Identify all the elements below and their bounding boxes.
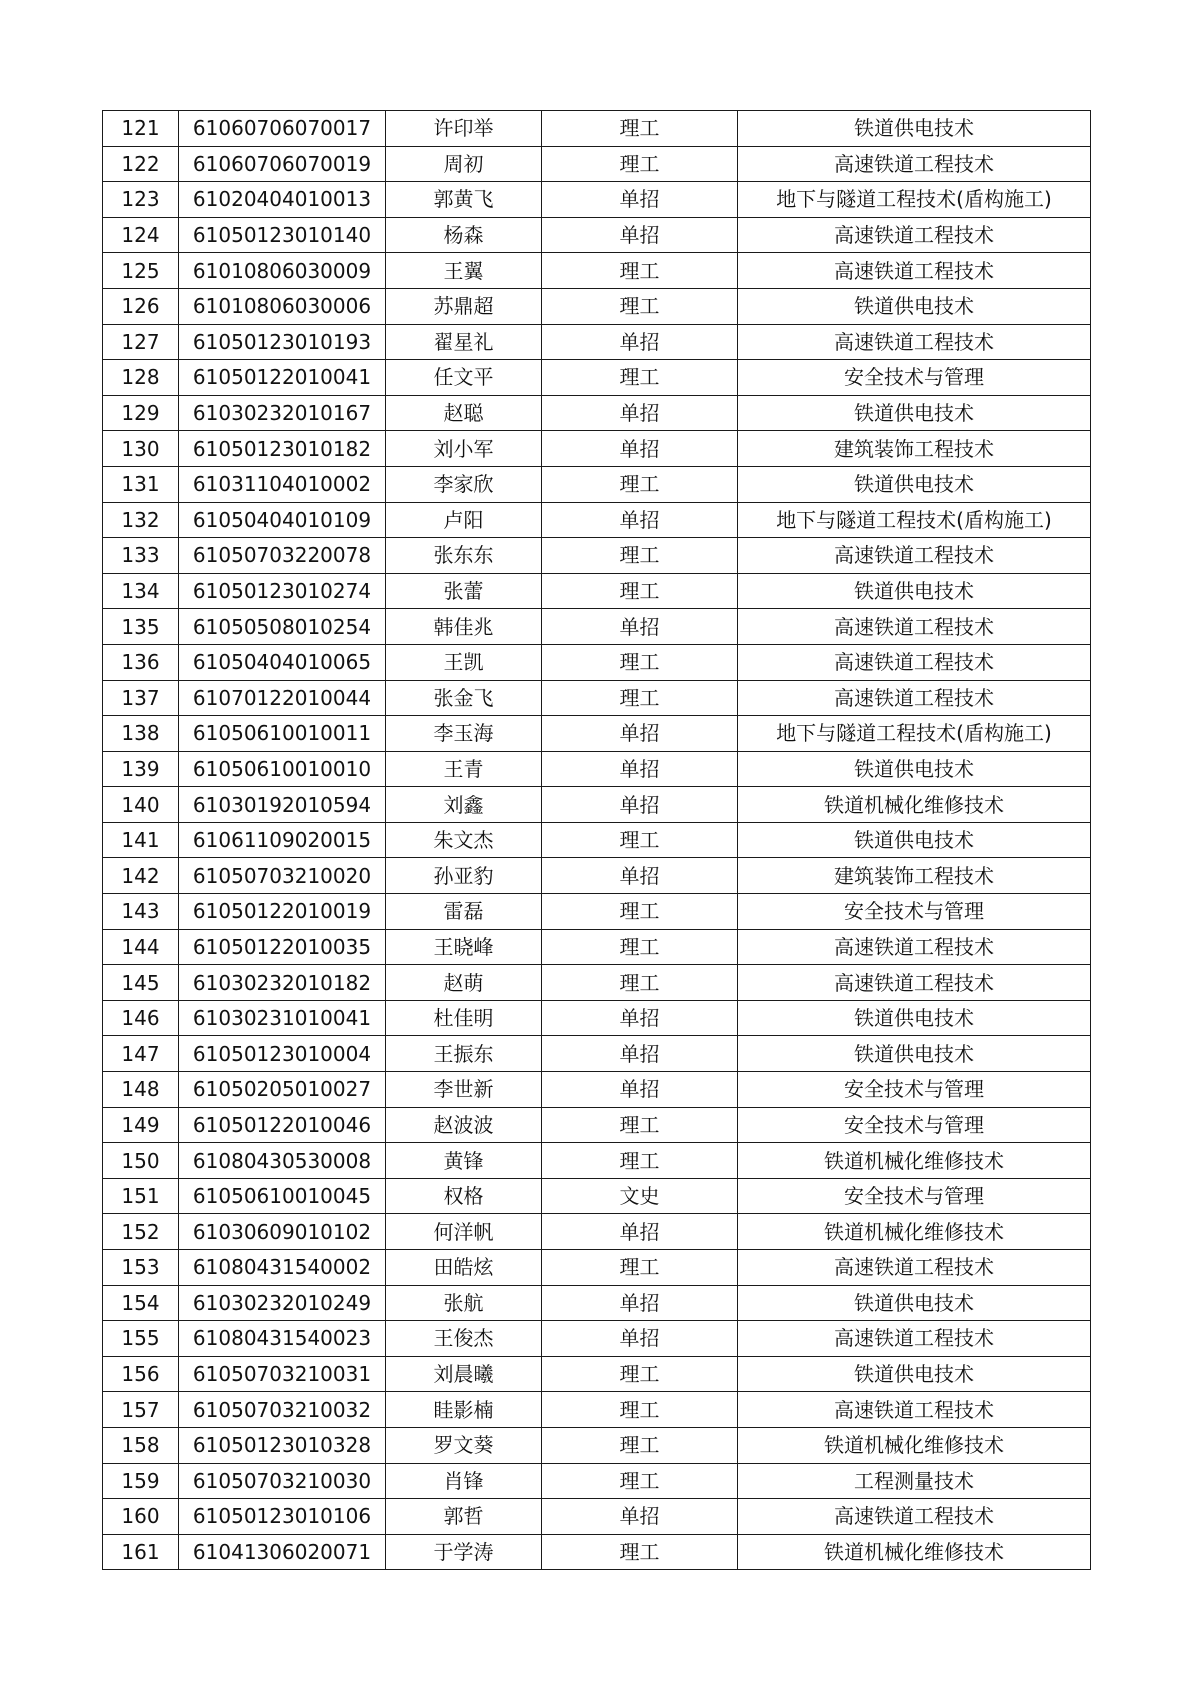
table-row [103, 1463, 1091, 1499]
major-cell: 建筑装饰工程技术 [738, 431, 1091, 467]
major-cell: 高速铁道工程技术 [738, 538, 1091, 574]
exam-id-cell: 61050703210030 [179, 1463, 386, 1499]
exam-id-cell: 61070122010044 [179, 680, 386, 716]
admission-category-cell: 单招 [542, 1499, 738, 1535]
admission-category-cell: 理工 [542, 894, 738, 930]
table-row [103, 1427, 1091, 1463]
exam-id-cell: 61050508010254 [179, 609, 386, 645]
row-number-cell: 141 [103, 822, 179, 858]
admission-category-cell: 理工 [542, 466, 738, 502]
student-name-cell: 于学涛 [386, 1534, 542, 1570]
table-row [103, 929, 1091, 965]
row-number-cell: 125 [103, 253, 179, 289]
major-cell: 高速铁道工程技术 [738, 1321, 1091, 1357]
row-number-cell: 129 [103, 395, 179, 431]
row-number-cell: 136 [103, 644, 179, 680]
table-row [103, 1000, 1091, 1036]
student-name-cell: 朱文杰 [386, 822, 542, 858]
exam-id-cell: 61030232010182 [179, 965, 386, 1001]
row-number-cell: 131 [103, 466, 179, 502]
admission-category-cell: 理工 [542, 1143, 738, 1179]
exam-id-cell: 61050123010140 [179, 217, 386, 253]
row-number-cell: 133 [103, 538, 179, 574]
table-row [103, 538, 1091, 574]
exam-id-cell: 61050404010109 [179, 502, 386, 538]
row-number-cell: 126 [103, 288, 179, 324]
student-name-cell: 王凯 [386, 644, 542, 680]
admission-category-cell: 理工 [542, 1534, 738, 1570]
admission-category-cell: 单招 [542, 1000, 738, 1036]
exam-id-cell: 61050610010011 [179, 716, 386, 752]
student-name-cell: 韩佳兆 [386, 609, 542, 645]
student-name-cell: 刘鑫 [386, 787, 542, 823]
admission-category-cell: 理工 [542, 111, 738, 147]
exam-id-cell: 61080431540002 [179, 1250, 386, 1286]
major-cell: 建筑装饰工程技术 [738, 858, 1091, 894]
student-name-cell: 罗文葵 [386, 1427, 542, 1463]
admission-category-cell: 理工 [542, 288, 738, 324]
major-cell: 高速铁道工程技术 [738, 146, 1091, 182]
exam-id-cell: 61080430530008 [179, 1143, 386, 1179]
student-name-cell: 何洋帆 [386, 1214, 542, 1250]
row-number-cell: 134 [103, 573, 179, 609]
table-row [103, 466, 1091, 502]
major-cell: 铁道供电技术 [738, 1036, 1091, 1072]
table-row [103, 360, 1091, 396]
major-cell: 高速铁道工程技术 [738, 1250, 1091, 1286]
major-cell: 铁道供电技术 [738, 1285, 1091, 1321]
exam-id-cell: 61050703210020 [179, 858, 386, 894]
student-name-cell: 郭黄飞 [386, 182, 542, 218]
major-cell: 铁道机械化维修技术 [738, 1143, 1091, 1179]
major-cell: 安全技术与管理 [738, 1178, 1091, 1214]
table-row [103, 787, 1091, 823]
student-name-cell: 周初 [386, 146, 542, 182]
table-row [103, 1356, 1091, 1392]
row-number-cell: 121 [103, 111, 179, 147]
major-cell: 铁道机械化维修技术 [738, 1214, 1091, 1250]
major-cell: 高速铁道工程技术 [738, 253, 1091, 289]
table-row [103, 146, 1091, 182]
admission-category-cell: 单招 [542, 1036, 738, 1072]
table-row [103, 1285, 1091, 1321]
admission-category-cell: 理工 [542, 929, 738, 965]
exam-id-cell: 61050610010010 [179, 751, 386, 787]
row-number-cell: 159 [103, 1463, 179, 1499]
exam-id-cell: 61050123010182 [179, 431, 386, 467]
major-cell: 高速铁道工程技术 [738, 609, 1091, 645]
table-row [103, 1499, 1091, 1535]
student-name-cell: 李家欣 [386, 466, 542, 502]
row-number-cell: 146 [103, 1000, 179, 1036]
row-number-cell: 158 [103, 1427, 179, 1463]
table-row [103, 1392, 1091, 1428]
admission-category-cell: 单招 [542, 1214, 738, 1250]
admission-category-cell: 理工 [542, 1463, 738, 1499]
table-row [103, 1072, 1091, 1108]
exam-id-cell: 61050123010193 [179, 324, 386, 360]
row-number-cell: 123 [103, 182, 179, 218]
exam-id-cell: 61010806030006 [179, 288, 386, 324]
admission-category-cell: 文史 [542, 1178, 738, 1214]
table-row [103, 1107, 1091, 1143]
table-row [103, 858, 1091, 894]
admission-category-cell: 单招 [542, 182, 738, 218]
major-cell: 高速铁道工程技术 [738, 929, 1091, 965]
row-number-cell: 157 [103, 1392, 179, 1428]
admission-category-cell: 理工 [542, 644, 738, 680]
major-cell: 铁道供电技术 [738, 751, 1091, 787]
student-name-cell: 雷磊 [386, 894, 542, 930]
row-number-cell: 137 [103, 680, 179, 716]
exam-id-cell: 61050123010328 [179, 1427, 386, 1463]
exam-id-cell: 61020404010013 [179, 182, 386, 218]
admission-category-cell: 单招 [542, 217, 738, 253]
major-cell: 铁道供电技术 [738, 111, 1091, 147]
admission-category-cell: 单招 [542, 1285, 738, 1321]
row-number-cell: 161 [103, 1534, 179, 1570]
exam-id-cell: 61030609010102 [179, 1214, 386, 1250]
admission-category-cell: 单招 [542, 609, 738, 645]
exam-id-cell: 61060706070019 [179, 146, 386, 182]
row-number-cell: 128 [103, 360, 179, 396]
exam-id-cell: 61050122010035 [179, 929, 386, 965]
major-cell: 安全技术与管理 [738, 1072, 1091, 1108]
exam-id-cell: 61050123010004 [179, 1036, 386, 1072]
exam-id-cell: 61050122010019 [179, 894, 386, 930]
table-row [103, 1036, 1091, 1072]
exam-id-cell: 61050122010046 [179, 1107, 386, 1143]
student-name-cell: 孙亚豹 [386, 858, 542, 894]
row-number-cell: 144 [103, 929, 179, 965]
table-row [103, 573, 1091, 609]
major-cell: 铁道供电技术 [738, 573, 1091, 609]
table-row [103, 111, 1091, 147]
table-row [103, 716, 1091, 752]
student-name-cell: 权格 [386, 1178, 542, 1214]
student-name-cell: 杜佳明 [386, 1000, 542, 1036]
major-cell: 铁道机械化维修技术 [738, 1427, 1091, 1463]
row-number-cell: 156 [103, 1356, 179, 1392]
table-row [103, 1250, 1091, 1286]
row-number-cell: 127 [103, 324, 179, 360]
student-name-cell: 王振东 [386, 1036, 542, 1072]
row-number-cell: 132 [103, 502, 179, 538]
admission-category-cell: 理工 [542, 822, 738, 858]
major-cell: 高速铁道工程技术 [738, 217, 1091, 253]
row-number-cell: 152 [103, 1214, 179, 1250]
table-row [103, 1143, 1091, 1179]
major-cell: 工程测量技术 [738, 1463, 1091, 1499]
admission-category-cell: 单招 [542, 431, 738, 467]
exam-id-cell: 61050703210031 [179, 1356, 386, 1392]
major-cell: 铁道供电技术 [738, 395, 1091, 431]
student-name-cell: 郭哲 [386, 1499, 542, 1535]
student-name-cell: 任文平 [386, 360, 542, 396]
major-cell: 铁道供电技术 [738, 822, 1091, 858]
student-name-cell: 赵聪 [386, 395, 542, 431]
table-row [103, 182, 1091, 218]
exam-id-cell: 61050610010045 [179, 1178, 386, 1214]
student-name-cell: 王晓峰 [386, 929, 542, 965]
admission-category-cell: 理工 [542, 965, 738, 1001]
table-row [103, 1321, 1091, 1357]
exam-id-cell: 61080431540023 [179, 1321, 386, 1357]
exam-id-cell: 61060706070017 [179, 111, 386, 147]
row-number-cell: 155 [103, 1321, 179, 1357]
table-row [103, 822, 1091, 858]
table-row [103, 502, 1091, 538]
row-number-cell: 135 [103, 609, 179, 645]
student-name-cell: 许印举 [386, 111, 542, 147]
table-row [103, 1178, 1091, 1214]
exam-id-cell: 61030232010167 [179, 395, 386, 431]
major-cell: 高速铁道工程技术 [738, 1499, 1091, 1535]
student-name-cell: 刘晨曦 [386, 1356, 542, 1392]
row-number-cell: 130 [103, 431, 179, 467]
major-cell: 地下与隧道工程技术(盾构施工) [738, 182, 1091, 218]
student-name-cell: 翟星礼 [386, 324, 542, 360]
major-cell: 铁道供电技术 [738, 1356, 1091, 1392]
table-row [103, 644, 1091, 680]
admission-category-cell: 理工 [542, 1107, 738, 1143]
student-name-cell: 王俊杰 [386, 1321, 542, 1357]
exam-id-cell: 61050703220078 [179, 538, 386, 574]
exam-id-cell: 61050404010065 [179, 644, 386, 680]
exam-id-cell: 61050205010027 [179, 1072, 386, 1108]
exam-id-cell: 61061109020015 [179, 822, 386, 858]
major-cell: 安全技术与管理 [738, 360, 1091, 396]
table-row [103, 395, 1091, 431]
major-cell: 铁道供电技术 [738, 466, 1091, 502]
row-number-cell: 142 [103, 858, 179, 894]
row-number-cell: 140 [103, 787, 179, 823]
exam-id-cell: 61041306020071 [179, 1534, 386, 1570]
table-row [103, 288, 1091, 324]
row-number-cell: 151 [103, 1178, 179, 1214]
admission-category-cell: 单招 [542, 716, 738, 752]
row-number-cell: 149 [103, 1107, 179, 1143]
table-row [103, 1534, 1091, 1570]
table-row [103, 431, 1091, 467]
admission-category-cell: 理工 [542, 146, 738, 182]
admission-category-cell: 理工 [542, 1427, 738, 1463]
admission-category-cell: 单招 [542, 858, 738, 894]
row-number-cell: 138 [103, 716, 179, 752]
admission-category-cell: 理工 [542, 253, 738, 289]
admission-category-cell: 理工 [542, 1250, 738, 1286]
student-name-cell: 张航 [386, 1285, 542, 1321]
student-name-cell: 刘小军 [386, 431, 542, 467]
major-cell: 高速铁道工程技术 [738, 324, 1091, 360]
major-cell: 地下与隧道工程技术(盾构施工) [738, 716, 1091, 752]
student-roster-table [102, 110, 1091, 1570]
admission-category-cell: 理工 [542, 1392, 738, 1428]
major-cell: 地下与隧道工程技术(盾构施工) [738, 502, 1091, 538]
admission-category-cell: 理工 [542, 1356, 738, 1392]
table-row [103, 751, 1091, 787]
major-cell: 铁道机械化维修技术 [738, 1534, 1091, 1570]
table-row [103, 965, 1091, 1001]
row-number-cell: 124 [103, 217, 179, 253]
student-name-cell: 黄锋 [386, 1143, 542, 1179]
exam-id-cell: 61030232010249 [179, 1285, 386, 1321]
admission-category-cell: 单招 [542, 395, 738, 431]
student-name-cell: 杨森 [386, 217, 542, 253]
row-number-cell: 154 [103, 1285, 179, 1321]
student-name-cell: 苏鼎超 [386, 288, 542, 324]
student-name-cell: 眭影楠 [386, 1392, 542, 1428]
table-row [103, 324, 1091, 360]
row-number-cell: 143 [103, 894, 179, 930]
row-number-cell: 148 [103, 1072, 179, 1108]
table-row [103, 609, 1091, 645]
exam-id-cell: 61031104010002 [179, 466, 386, 502]
student-name-cell: 张东东 [386, 538, 542, 574]
student-name-cell: 卢阳 [386, 502, 542, 538]
major-cell: 高速铁道工程技术 [738, 1392, 1091, 1428]
admission-category-cell: 单招 [542, 324, 738, 360]
major-cell: 高速铁道工程技术 [738, 965, 1091, 1001]
row-number-cell: 160 [103, 1499, 179, 1535]
student-name-cell: 王翼 [386, 253, 542, 289]
exam-id-cell: 61050703210032 [179, 1392, 386, 1428]
admission-category-cell: 单招 [542, 787, 738, 823]
exam-id-cell: 61010806030009 [179, 253, 386, 289]
table-row [103, 680, 1091, 716]
row-number-cell: 145 [103, 965, 179, 1001]
row-number-cell: 150 [103, 1143, 179, 1179]
student-name-cell: 张金飞 [386, 680, 542, 716]
table-row [103, 1214, 1091, 1250]
exam-id-cell: 61030231010041 [179, 1000, 386, 1036]
student-name-cell: 李玉海 [386, 716, 542, 752]
admission-category-cell: 单招 [542, 1072, 738, 1108]
admission-category-cell: 单招 [542, 751, 738, 787]
exam-id-cell: 61050122010041 [179, 360, 386, 396]
admission-category-cell: 理工 [542, 573, 738, 609]
admission-category-cell: 理工 [542, 680, 738, 716]
student-name-cell: 肖锋 [386, 1463, 542, 1499]
row-number-cell: 153 [103, 1250, 179, 1286]
row-number-cell: 147 [103, 1036, 179, 1072]
major-cell: 铁道供电技术 [738, 1000, 1091, 1036]
major-cell: 安全技术与管理 [738, 894, 1091, 930]
exam-id-cell: 61050123010274 [179, 573, 386, 609]
table-row [103, 217, 1091, 253]
major-cell: 高速铁道工程技术 [738, 680, 1091, 716]
admission-category-cell: 理工 [542, 360, 738, 396]
major-cell: 铁道机械化维修技术 [738, 787, 1091, 823]
admission-category-cell: 单招 [542, 502, 738, 538]
exam-id-cell: 61050123010106 [179, 1499, 386, 1535]
major-cell: 高速铁道工程技术 [738, 644, 1091, 680]
student-name-cell: 张蕾 [386, 573, 542, 609]
admission-category-cell: 理工 [542, 538, 738, 574]
student-name-cell: 赵萌 [386, 965, 542, 1001]
row-number-cell: 139 [103, 751, 179, 787]
student-name-cell: 田皓炫 [386, 1250, 542, 1286]
student-name-cell: 李世新 [386, 1072, 542, 1108]
roster-body [103, 111, 1091, 1570]
admission-category-cell: 单招 [542, 1321, 738, 1357]
table-row [103, 894, 1091, 930]
row-number-cell: 122 [103, 146, 179, 182]
student-name-cell: 赵波波 [386, 1107, 542, 1143]
major-cell: 安全技术与管理 [738, 1107, 1091, 1143]
table-row [103, 253, 1091, 289]
exam-id-cell: 61030192010594 [179, 787, 386, 823]
major-cell: 铁道供电技术 [738, 288, 1091, 324]
student-name-cell: 王青 [386, 751, 542, 787]
